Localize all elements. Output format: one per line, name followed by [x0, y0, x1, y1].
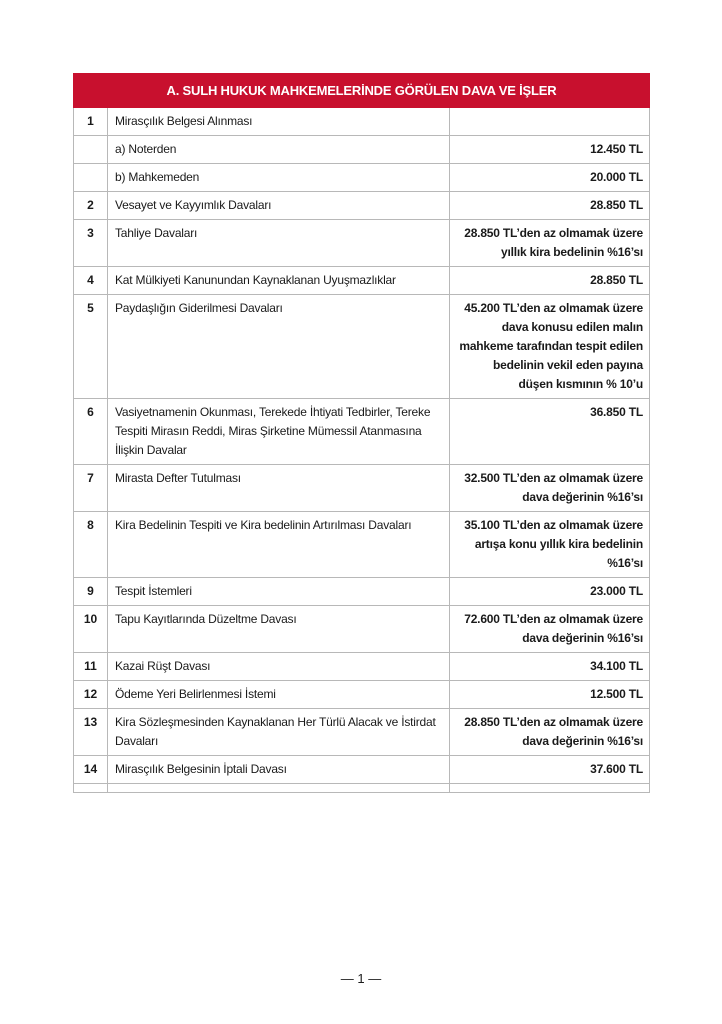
table-row: [74, 220, 650, 267]
row-fee: 28.850 TL’den az olmamak üzere yıllık kira bedelinin %16’sı: [450, 220, 650, 267]
row-number: 11: [74, 653, 108, 681]
table-row: [74, 192, 650, 220]
row-description: Mirasçılık Belgesinin İptali Davası: [108, 756, 450, 784]
row-fee: [450, 108, 650, 136]
row-fee: 28.850 TL’den az olmamak üzere dava değerinin %16’sı: [450, 709, 650, 756]
row-number: 12: [74, 681, 108, 709]
row-number: 3: [74, 220, 108, 267]
row-description: Mirasçılık Belgesi Alınması: [108, 108, 450, 136]
row-description: Kira Bedelinin Tespiti ve Kira bedelinin Artırılması Davaları: [108, 512, 450, 578]
row-description: b) Mahkemeden: [108, 164, 450, 192]
row-fee: 28.850 TL: [450, 267, 650, 295]
row-number: [74, 136, 108, 164]
row-description: Mirasta Defter Tutulması: [108, 465, 450, 512]
row-fee: 45.200 TL’den az olmamak üzere dava konusu edilen malın mahkeme tarafından tespit edilen bedelinin vekil eden payına düşen kısmının % 10’u: [450, 295, 650, 399]
row-description: Ödeme Yeri Belirlenmesi İstemi: [108, 681, 450, 709]
table-row: [74, 164, 650, 192]
table-row: [74, 267, 650, 295]
row-fee: 34.100 TL: [450, 653, 650, 681]
row-description: Vesayet ve Kayyımlık Davaları: [108, 192, 450, 220]
table-row: [74, 108, 650, 136]
table-row: [74, 512, 650, 578]
row-fee: [450, 784, 650, 793]
row-fee: 37.600 TL: [450, 756, 650, 784]
row-number: 8: [74, 512, 108, 578]
row-number: 13: [74, 709, 108, 756]
page-number: — 1 —: [340, 971, 382, 986]
table-row: [74, 709, 650, 756]
row-fee: 12.500 TL: [450, 681, 650, 709]
table-row: [74, 136, 650, 164]
row-description: Vasiyetnamenin Okunması, Terekede İhtiyati Tedbirler, Tereke Tespiti Mirasın Reddi, Miras Şirketine Mümessil Atanmasına İlişkin Davalar: [108, 399, 450, 465]
row-fee: 28.850 TL: [450, 192, 650, 220]
row-fee: 23.000 TL: [450, 578, 650, 606]
row-number: 6: [74, 399, 108, 465]
row-fee: 32.500 TL’den az olmamak üzere dava değerinin %16’sı: [450, 465, 650, 512]
table-row: [74, 465, 650, 512]
row-number: 7: [74, 465, 108, 512]
row-fee: 20.000 TL: [450, 164, 650, 192]
fee-table: [73, 73, 650, 793]
row-description: [108, 784, 450, 793]
row-number: 14: [74, 756, 108, 784]
table-row: [74, 399, 650, 465]
table-title: A. SULH HUKUK MAHKEMELERİNDE GÖRÜLEN DAVA VE İŞLER: [74, 74, 650, 108]
row-description: Kazai Rüşt Davası: [108, 653, 450, 681]
row-number: 9: [74, 578, 108, 606]
row-description: Kira Sözleşmesinden Kaynaklanan Her Türlü Alacak ve İstirdat Davaları: [108, 709, 450, 756]
row-fee: 72.600 TL’den az olmamak üzere dava değerinin %16’sı: [450, 606, 650, 653]
row-number: 1: [74, 108, 108, 136]
table-row: [74, 784, 650, 793]
row-description: Kat Mülkiyeti Kanunundan Kaynaklanan Uyuşmazlıklar: [108, 267, 450, 295]
row-number: 2: [74, 192, 108, 220]
row-fee: 35.100 TL’den az olmamak üzere artışa konu yıllık kira bedelinin %16’sı: [450, 512, 650, 578]
row-fee: 36.850 TL: [450, 399, 650, 465]
row-number: [74, 164, 108, 192]
row-description: Tespit İstemleri: [108, 578, 450, 606]
row-description: Tapu Kayıtlarında Düzeltme Davası: [108, 606, 450, 653]
table-row: [74, 681, 650, 709]
table-row: [74, 653, 650, 681]
row-description: Paydaşlığın Giderilmesi Davaları: [108, 295, 450, 399]
table-row: [74, 578, 650, 606]
row-number: 4: [74, 267, 108, 295]
row-description: a) Noterden: [108, 136, 450, 164]
table-header-row: [74, 74, 650, 108]
row-number: 10: [74, 606, 108, 653]
table-row: [74, 606, 650, 653]
row-fee: 12.450 TL: [450, 136, 650, 164]
table-row: [74, 756, 650, 784]
table-row: [74, 295, 650, 399]
row-number: [74, 784, 108, 793]
row-number: 5: [74, 295, 108, 399]
row-description: Tahliye Davaları: [108, 220, 450, 267]
